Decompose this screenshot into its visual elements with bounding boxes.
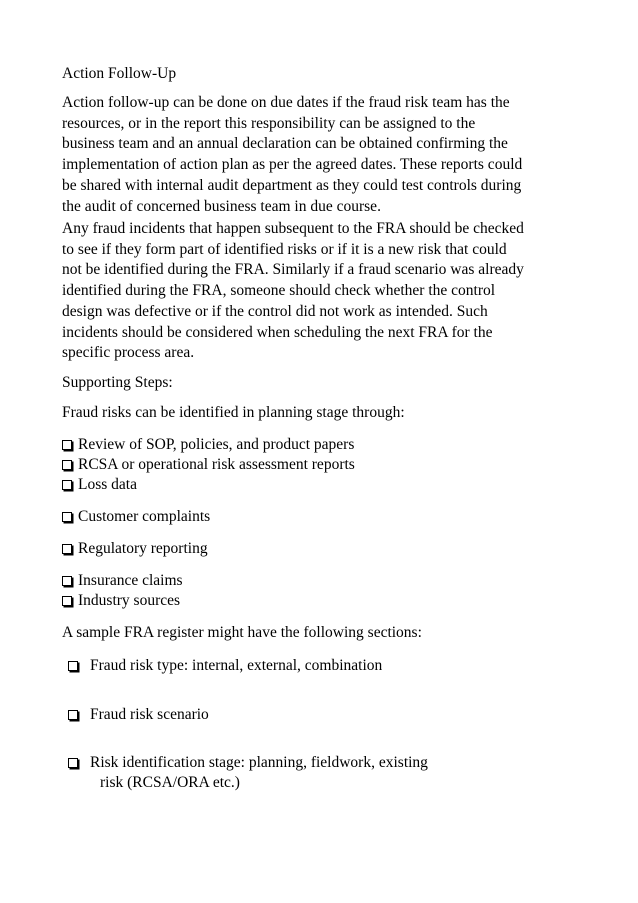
- paragraph-fraud-incidents: [62, 219, 582, 364]
- list-item: Loss data: [62, 475, 137, 495]
- paragraph-line: resources, or in the report this responsibility can be assigned to the: [62, 114, 476, 132]
- checkbox-bullet-icon: [62, 440, 72, 450]
- list-item: RCSA or operational risk assessment reports: [62, 455, 355, 475]
- paragraph-line: specific process area.: [62, 344, 195, 362]
- paragraph-line: implementation of action plan as per the agreed dates. These reports could: [62, 156, 523, 174]
- checkbox-bullet-icon: [62, 460, 72, 470]
- checkbox-bullet-icon: [62, 576, 72, 586]
- register-intro: A sample FRA register might have the following sections:: [62, 624, 422, 641]
- paragraph-line: not be identified during the FRA. Similarly if a fraud scenario was already: [62, 261, 524, 279]
- list-item: Customer complaints: [62, 507, 210, 527]
- checkbox-bullet-icon: [62, 544, 72, 554]
- paragraph-line: design was defective or if the control did not work as intended. Such: [62, 302, 488, 320]
- paragraph-line: to see if they form part of identified risks or if it is a new risk that could: [62, 240, 507, 258]
- checkbox-bullet-icon: [62, 596, 72, 606]
- paragraph-line: incidents should be considered when scheduling the next FRA for the: [62, 323, 493, 341]
- identification-intro: Fraud risks can be identified in planning stage through:: [62, 404, 405, 421]
- list-item: Regulatory reporting: [62, 539, 208, 559]
- list-item: Fraud risk scenario: [68, 705, 209, 725]
- paragraph-line: the audit of concerned business team in due course.: [62, 197, 381, 215]
- paragraph-line: Any fraud incidents that happen subsequent to the FRA should be checked: [62, 220, 524, 237]
- list-item: Fraud risk type: internal, external, combination: [68, 656, 382, 676]
- paragraph-line: be shared with internal audit department as they could test controls during: [62, 176, 522, 194]
- supporting-steps-heading: Supporting Steps:: [62, 374, 173, 391]
- checkbox-bullet-icon: [62, 512, 72, 522]
- list-item: Insurance claims: [62, 571, 183, 591]
- checkbox-bullet-icon: [68, 661, 78, 671]
- list-item: Risk identification stage: planning, fieldwork, existing: [68, 753, 428, 773]
- list-item-continuation: risk (RCSA/ORA etc.): [100, 774, 240, 791]
- paragraph-action-follow-up: [62, 93, 582, 217]
- paragraph-line: business team and an annual declaration can be obtained confirming the: [62, 135, 508, 153]
- checkbox-bullet-icon: [68, 758, 78, 768]
- list-item: Review of SOP, policies, and product papers: [62, 435, 354, 455]
- section-heading: Action Follow-Up: [62, 65, 177, 82]
- checkbox-bullet-icon: [62, 480, 72, 490]
- list-item: Industry sources: [62, 591, 180, 611]
- paragraph-line: identified during the FRA, someone should check whether the control: [62, 282, 496, 300]
- checkbox-bullet-icon: [68, 710, 78, 720]
- paragraph-line: Action follow-up can be done on due dates if the fraud risk team has the: [62, 94, 510, 111]
